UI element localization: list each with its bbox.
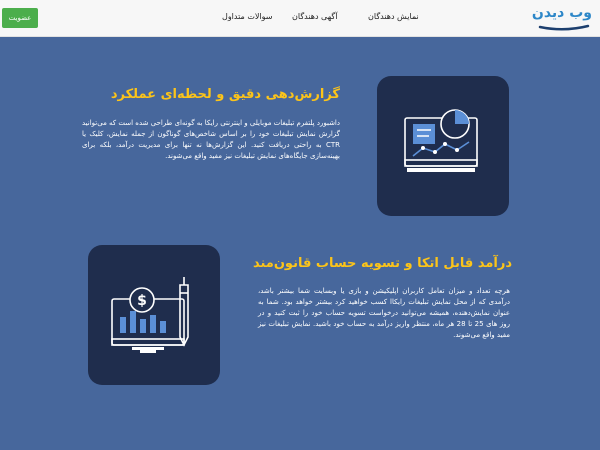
report-chart-monitor-icon [377, 76, 509, 216]
svg-text:$: $ [137, 293, 147, 309]
site-logo[interactable] [532, 4, 594, 32]
nav-link-publishers[interactable]: نمایش دهندگان [368, 12, 419, 21]
navbar [0, 0, 600, 37]
section-text-income: هرچه تعداد و میزان تعامل کاربران اپلیکیشن و بازی یا وبسایت شما بیشتر باشد، درآمدی که از محل نمایش تبلیغات رایکاا کسب خواهید کرد بیشتر خواهد بود. شما به عنوان نمایش‌دهنده، همیشه می‌توانید درخواست تسویه حساب خود را ثبت کنید و در روز های 25 تا 28 هر ماه، منتظر واریز درآمد به حساب خود باشید. نمایش تبلیغات نیز مفید واقع می‌شوند. [258, 287, 510, 339]
signup-button[interactable]: عضویت [2, 8, 38, 28]
section-title-income: درآمد قابل اتکا و تسویه حساب قانون‌مند [252, 256, 512, 271]
feature-card-reporting [377, 76, 509, 216]
nav-link-advertisers[interactable]: آگهی دهندگان [292, 12, 338, 21]
logo-swoosh-icon [538, 23, 590, 31]
feature-card-income [88, 245, 220, 385]
nav-link-faq[interactable]: سوالات متداول [222, 12, 273, 21]
dollar-monitor-pen-icon [88, 245, 220, 385]
logo-text: وب دیدن [531, 5, 592, 21]
section-title-reporting: گزارش‌دهی دقیق و لحظه‌ای عملکرد [110, 87, 340, 102]
section-text-reporting: داشبورد پلتفرم تبلیغات موبایلی و اینترنتی رایکا به گونه‌ای طراحی شده است که می‌توانید گزارش نمایش تبلیغات خود را بر اساس شاخص‌های گوناگون از جمله نمایش، کلیک یا CTR به راحتی دریافت کنید. این گزارش‌ها نه تنها برای مدیریت درآمد، بلکه برای بهینه‌سازی جایگاه‌های نمایش تبلیغات نیز مفید واقع می‌شوند. [82, 119, 340, 160]
